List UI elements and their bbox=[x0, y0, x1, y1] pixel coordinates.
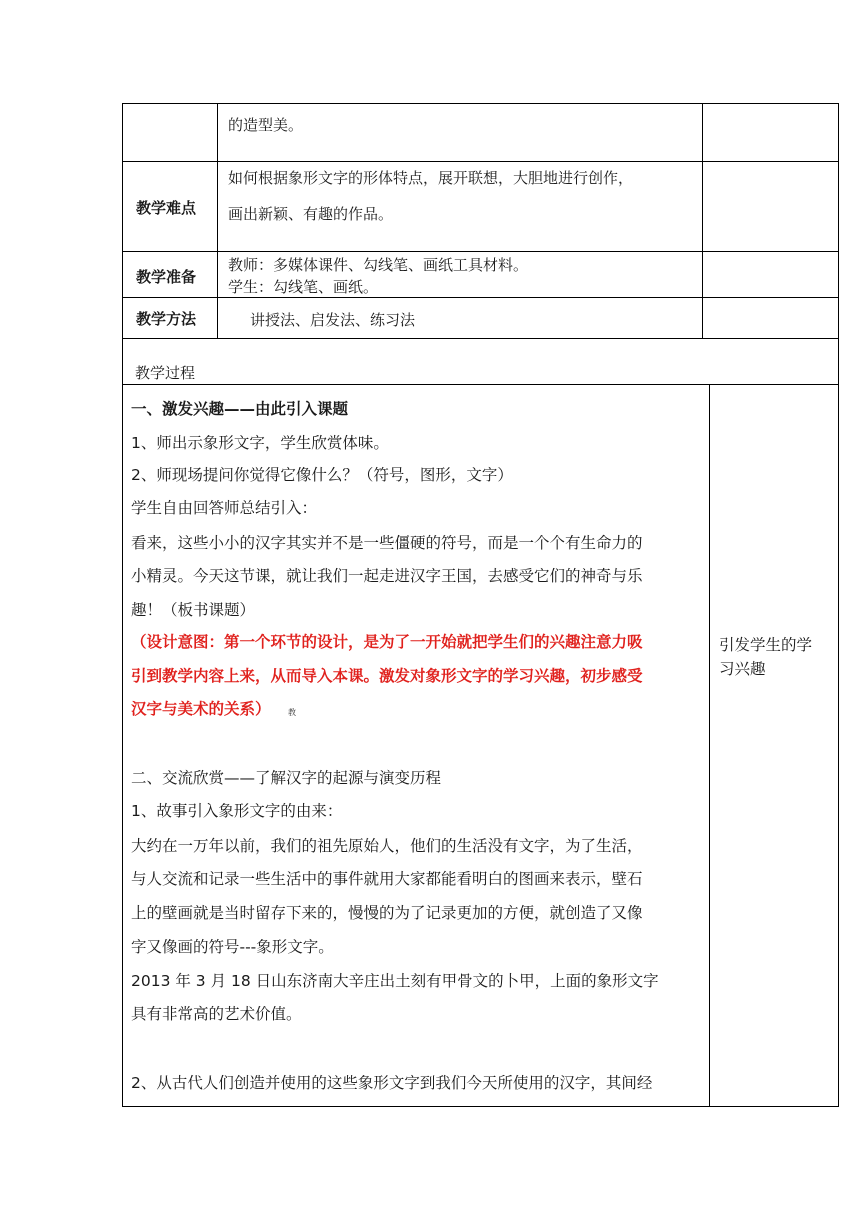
s1-item2: 2、师现场提问你觉得它像什么？（符号，图形，文字） bbox=[131, 466, 513, 484]
s2-item2: 2、从古代人们创造并使用的这些象形文字到我们今天所使用的汉字，其间经 bbox=[131, 1074, 653, 1092]
side-note-line: 引发学生的学 bbox=[719, 636, 813, 654]
s1-para-line: 趣！（板书课题） bbox=[131, 601, 256, 619]
s1-design-line: 汉字与美术的关系） bbox=[131, 700, 271, 718]
preparation-label: 教学准备 bbox=[136, 268, 197, 286]
s2-para2-line: 具有非常高的艺术价值。 bbox=[131, 1005, 302, 1023]
table-border-left bbox=[122, 103, 123, 1107]
s1-design-tail: 教 bbox=[288, 708, 296, 717]
s2-para-line: 上的壁画就是当时留存下来的，慢慢的为了记录更加的方便，就创造了又像 bbox=[131, 904, 643, 922]
preparation-line: 学生：勾线笔、画纸。 bbox=[228, 278, 379, 296]
section1-title: 一、激发兴趣——由此引入课题 bbox=[131, 400, 349, 418]
table-border bbox=[122, 297, 839, 298]
s2-para-line: 字又像画的符号---象形文字。 bbox=[131, 938, 334, 956]
table-border bbox=[122, 161, 839, 162]
s1-item1: 1、师出示象形文字，学生欣赏体味。 bbox=[131, 434, 389, 452]
s1-para-line: 看来，这些小小的汉字其实并不是一些僵硬的符号，而是一个个有生命力的 bbox=[131, 534, 643, 552]
table-border bbox=[122, 338, 839, 339]
s1-design-line: 引到教学内容上来，从而导入本课。激发对象形文字的学习兴趣，初步感受 bbox=[131, 667, 643, 685]
s1-para-line: 小精灵。今天这节课，就让我们一起走进汉字王国，去感受它们的神奇与乐 bbox=[131, 567, 643, 585]
table-border-right bbox=[838, 103, 839, 1107]
difficulty-label: 教学难点 bbox=[136, 199, 197, 217]
s1-line3: 学生自由回答师总结引入： bbox=[131, 499, 318, 517]
table-border bbox=[122, 384, 839, 385]
table-column-divider bbox=[217, 103, 218, 338]
difficulty-line: 如何根据象形文字的形体特点，展开联想，大胆地进行创作， bbox=[228, 169, 634, 187]
side-note-line: 习兴趣 bbox=[719, 660, 766, 678]
s2-para-line: 与人交流和记录一些生活中的事件就用大家都能看明白的图画来表示，壁石 bbox=[131, 870, 643, 888]
method-label: 教学方法 bbox=[136, 310, 197, 328]
s2-para2-line: 2013 年 3 月 18 日山东济南大辛庄出土刻有甲骨文的卜甲，上面的象形文字 bbox=[131, 972, 659, 990]
s2-item1: 1、故事引入象形文字的由来： bbox=[131, 802, 343, 820]
table-border-top bbox=[122, 103, 839, 104]
section2-title: 二、交流欣赏——了解汉字的起源与演变历程 bbox=[131, 769, 442, 787]
table-border-bottom bbox=[122, 1106, 839, 1107]
process-label: 教学过程 bbox=[135, 364, 196, 382]
method-text: 讲授法、启发法、练习法 bbox=[250, 311, 416, 329]
preparation-line: 教师：多媒体课件、勾线笔、画纸工具材料。 bbox=[228, 256, 529, 274]
difficulty-line: 画出新颖、有趣的作品。 bbox=[228, 205, 394, 223]
table-column-divider bbox=[709, 384, 710, 1106]
s2-para-line: 大约在一万年以前，我们的祖先原始人，他们的生活没有文字，为了生活， bbox=[131, 837, 643, 855]
s1-design-line: （设计意图：第一个环节的设计，是为了一开始就把学生们的兴趣注意力吸 bbox=[131, 633, 643, 651]
table-column-divider bbox=[702, 103, 703, 338]
continuation-text: 的造型美。 bbox=[228, 116, 304, 134]
table-border bbox=[122, 251, 839, 252]
